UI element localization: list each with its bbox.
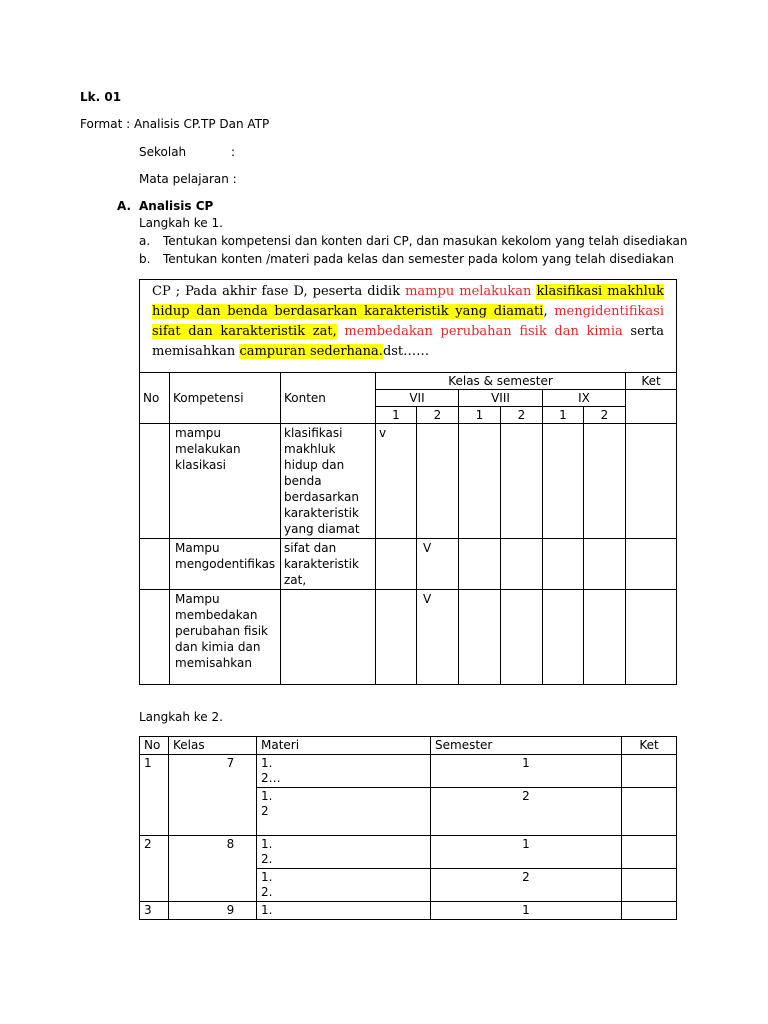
header-sem: 2 (584, 407, 626, 424)
item-a-text: Tentukan kompetensi dan konten dari CP, dan masukan kekolom yang telah disediakan (163, 234, 688, 248)
mapel-label: Mata pelajaran : (139, 172, 237, 186)
langkah-2-label: Langkah ke 2. (139, 710, 223, 724)
header-konten: Konten (281, 373, 376, 424)
t2-semester: 1 (431, 836, 622, 869)
t2-materi-line: 1. (261, 870, 273, 884)
header-no: No (140, 373, 170, 424)
t2-materi-line: 2. (261, 852, 273, 866)
header-kompetensi: Kompetensi (170, 373, 281, 424)
t2-kelas: 8 (169, 836, 257, 902)
t2-semester: 2 (431, 869, 622, 902)
t2-kelas: 7 (169, 755, 257, 836)
check-mark: V (417, 539, 459, 590)
t2-materi-line: 1. (261, 903, 273, 917)
t2-header-kelas: Kelas (169, 737, 257, 755)
t2-materi-line: 2… (261, 771, 281, 785)
t2-materi-line: 1. (261, 789, 273, 803)
lk-label: Lk. 01 (80, 90, 122, 104)
table-row (140, 424, 677, 539)
table-row (140, 755, 677, 788)
table-row (140, 590, 677, 685)
header-sem: 2 (501, 407, 543, 424)
table-row (140, 902, 677, 920)
format-title: Format : Analisis CP.TP Dan ATP (80, 117, 270, 131)
t2-header-materi: Materi (257, 737, 431, 755)
section-a-letter: A. (117, 199, 132, 213)
konten-cell: klasifikasi makhluk hidup dan benda berdasarkan karakteristik yang diamat (281, 424, 376, 539)
item-b-marker: b. (139, 252, 151, 266)
t2-header-ket: Ket (622, 737, 677, 755)
kompetensi-cell: Mampu membedakan perubahan fisik dan kimia dan memisahkan (170, 590, 281, 685)
item-b-text: Tentukan konten /materi pada kelas dan semester pada kolom yang telah disediakan (163, 252, 675, 266)
table-row (140, 539, 677, 590)
section-a-title: Analisis CP (139, 199, 214, 213)
header-kelas-semester: Kelas & semester (376, 373, 626, 390)
cp-analysis-table (139, 279, 677, 685)
table-row (140, 836, 677, 869)
header-class-viii: VIII (459, 390, 543, 407)
t2-no: 3 (140, 902, 169, 920)
check-mark: v (376, 424, 417, 539)
t2-header-no: No (140, 737, 169, 755)
sekolah-colon: : (231, 145, 236, 159)
header-sem: 1 (459, 407, 501, 424)
t2-materi-line: 2 (261, 804, 269, 818)
konten-cell (281, 590, 376, 685)
cp-statement: CP ; Pada akhir fase D, peserta didik mampu melakukan klasifikasi makhluk hidup dan benda berdasarkan karakteristik yang diamati, mengidentifikasi sifat dan karakteristik zat, membedakan perubahan fisik dan kimia serta memisahkan campuran sederhana.dst…… (140, 280, 677, 373)
header-ket-blank (626, 390, 677, 424)
t2-semester: 1 (431, 755, 622, 788)
kompetensi-cell: mampu melakukan klasikasi (170, 424, 281, 539)
t2-semester: 2 (431, 788, 622, 836)
t2-no: 1 (140, 755, 169, 836)
header-class-ix: IX (543, 390, 626, 407)
t2-materi-line: 1. (261, 756, 273, 770)
check-mark: V (417, 590, 459, 685)
t2-kelas: 9 (169, 902, 257, 920)
t2-no: 2 (140, 836, 169, 902)
header-ket: Ket (626, 373, 677, 390)
header-sem: 2 (417, 407, 459, 424)
header-sem: 1 (543, 407, 584, 424)
header-sem: 1 (376, 407, 417, 424)
t2-materi-line: 1. (261, 837, 273, 851)
sekolah-label: Sekolah (139, 145, 187, 159)
header-class-vii: VII (376, 390, 459, 407)
materi-table (139, 736, 677, 920)
kompetensi-cell: Mampu mengodentifikas (170, 539, 281, 590)
langkah-1-label: Langkah ke 1. (139, 216, 223, 230)
item-a-marker: a. (139, 234, 151, 248)
t2-header-semester: Semester (431, 737, 622, 755)
t2-semester: 1 (431, 902, 622, 920)
t2-materi-line: 2. (261, 885, 273, 899)
konten-cell: sifat dan karakteristik zat, (281, 539, 376, 590)
